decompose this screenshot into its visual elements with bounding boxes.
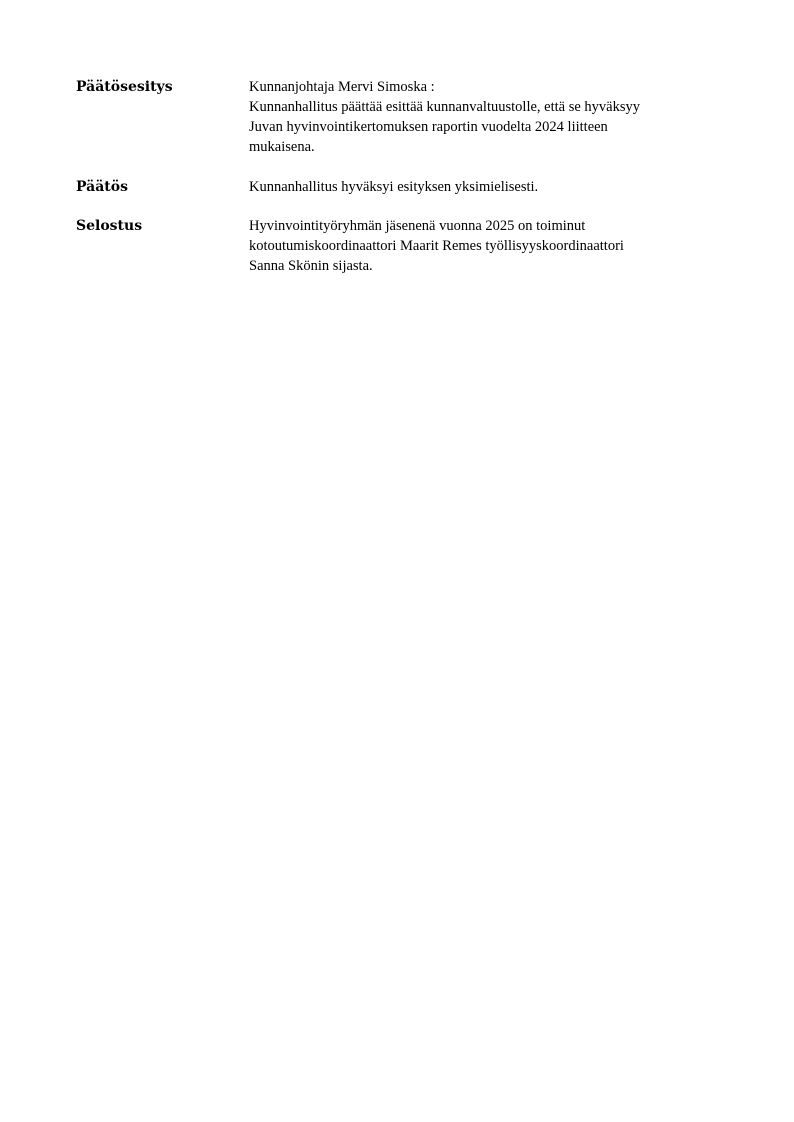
body-line: mukaisena. xyxy=(249,139,315,155)
section-body xyxy=(249,177,729,197)
body-line: Sanna Skönin sijasta. xyxy=(249,258,373,274)
section-heading: Päätös xyxy=(76,179,128,195)
section-heading: Selostus xyxy=(76,218,143,234)
section-heading: Päätösesitys xyxy=(76,79,173,95)
section-body xyxy=(249,77,729,157)
body-line: kotoutumiskoordinaattori Maarit Remes työllisyyskoordinaattori xyxy=(249,238,624,254)
body-line: Kunnanjohtaja Mervi Simoska : xyxy=(249,79,435,95)
body-line: Hyvinvointityöryhmän jäsenenä vuonna 2025 on toiminut xyxy=(249,218,586,234)
body-line: Juvan hyvinvointikertomuksen raportin vuodelta 2024 liitteen xyxy=(249,119,608,135)
body-line: Kunnanhallitus päättää esittää kunnanvaltuustolle, että se hyväksyy xyxy=(249,99,640,115)
body-line: Kunnanhallitus hyväksyi esityksen yksimielisesti. xyxy=(249,179,539,195)
section-body xyxy=(249,216,729,276)
